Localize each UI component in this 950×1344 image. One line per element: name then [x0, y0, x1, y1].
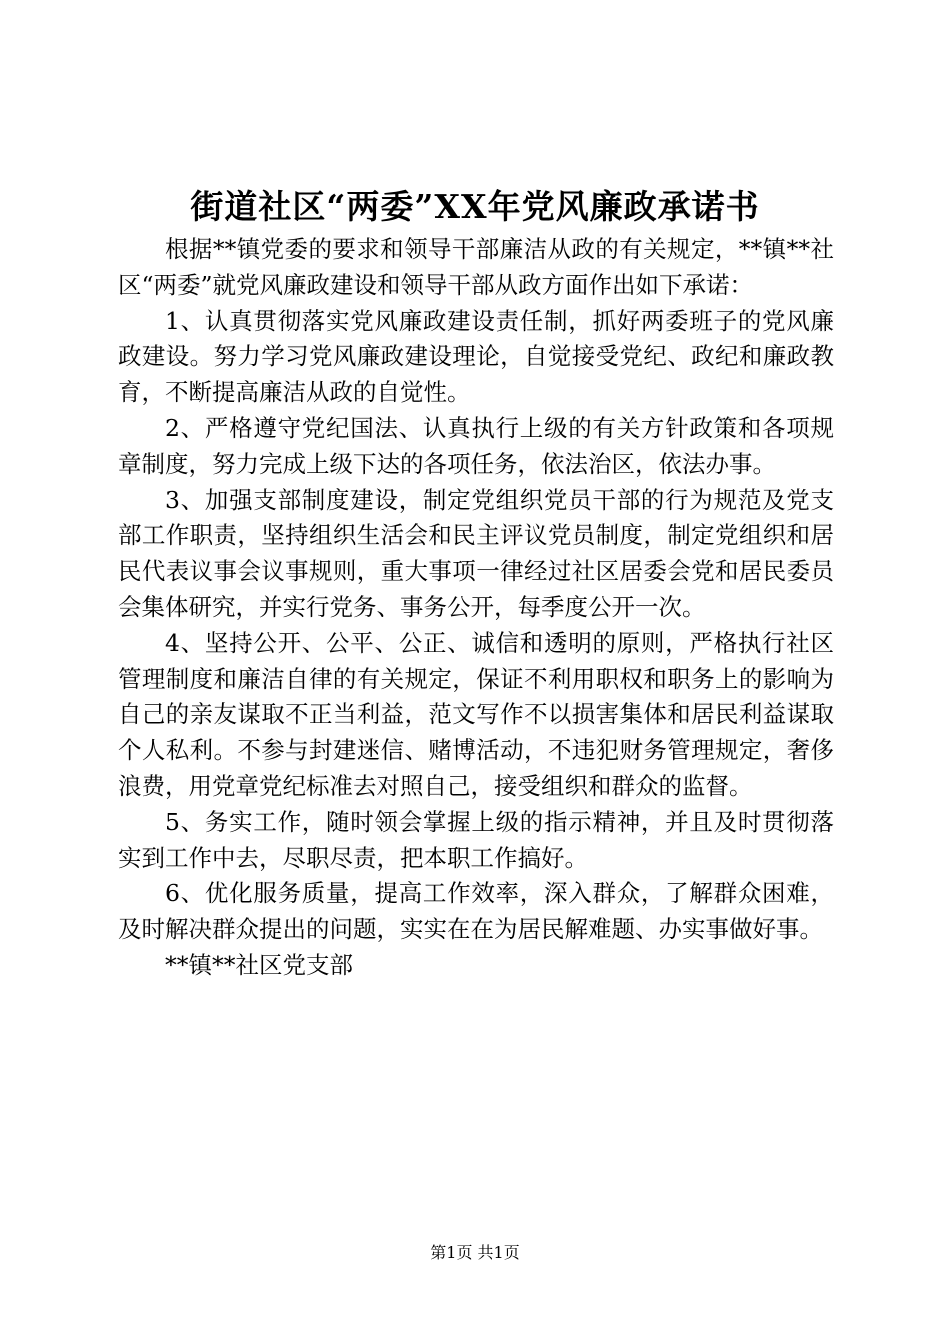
commitment-paragraph-3: 3、加强支部制度建设，制定党组织党员干部的行为规范及党支部工作职责，坚持组织生活会和民主评议党员制度，制定党组织和居民代表议事会议事规则，重大事项一律经过社区居委会党和居民委员会集体研究，并实行党务、事务公开，每季度公开一次。	[118, 485, 834, 621]
commitment-paragraph-2: 2、严格遵守党纪国法、认真执行上级的有关方针政策和各项规章制度，努力完成上级下达的各项任务，依法治区，依法办事。	[118, 413, 834, 478]
commitment-paragraph-1: 1、认真贯彻落实党风廉政建设责任制，抓好两委班子的党风廉政建设。努力学习党风廉政建设理论，自觉接受党纪、政纪和廉政教育，不断提高廉洁从政的自觉性。	[118, 306, 834, 407]
commitment-paragraph-6: 6、优化服务质量，提高工作效率，深入群众，了解群众困难，及时解决群众提出的问题，实实在在为居民解难题、办实事做好事。	[118, 879, 834, 944]
document-body	[118, 232, 834, 984]
intro-paragraph: 根据**镇党委的要求和领导干部廉洁从政的有关规定，**镇**社区“两委”就党风廉政建设和领导干部从政方面作出如下承诺：	[118, 235, 834, 299]
document-title: 街道社区“两委”XX年党风廉政承诺书	[190, 187, 760, 226]
commitment-paragraph-4: 4、坚持公开、公平、公正、诚信和透明的原则，严格执行社区管理制度和廉洁自律的有关规定，保证不利用职权和职务上的影响为自己的亲友谋取不正当利益，范文写作不以损害集体和居民利益谋取个人私利。不参与封建迷信、赌博活动，不违犯财务管理规定，奢侈浪费，用党章党纪标准去对照自己，接受组织和群众的监督。	[118, 628, 834, 800]
commitment-paragraph-5: 5、务实工作，随时领会掌握上级的指示精神，并且及时贯彻落实到工作中去，尽职尽责，把本职工作搞好。	[118, 807, 834, 872]
signature: **镇**社区党支部	[165, 950, 353, 979]
page-number-footer: 第1页 共1页	[430, 1243, 520, 1262]
